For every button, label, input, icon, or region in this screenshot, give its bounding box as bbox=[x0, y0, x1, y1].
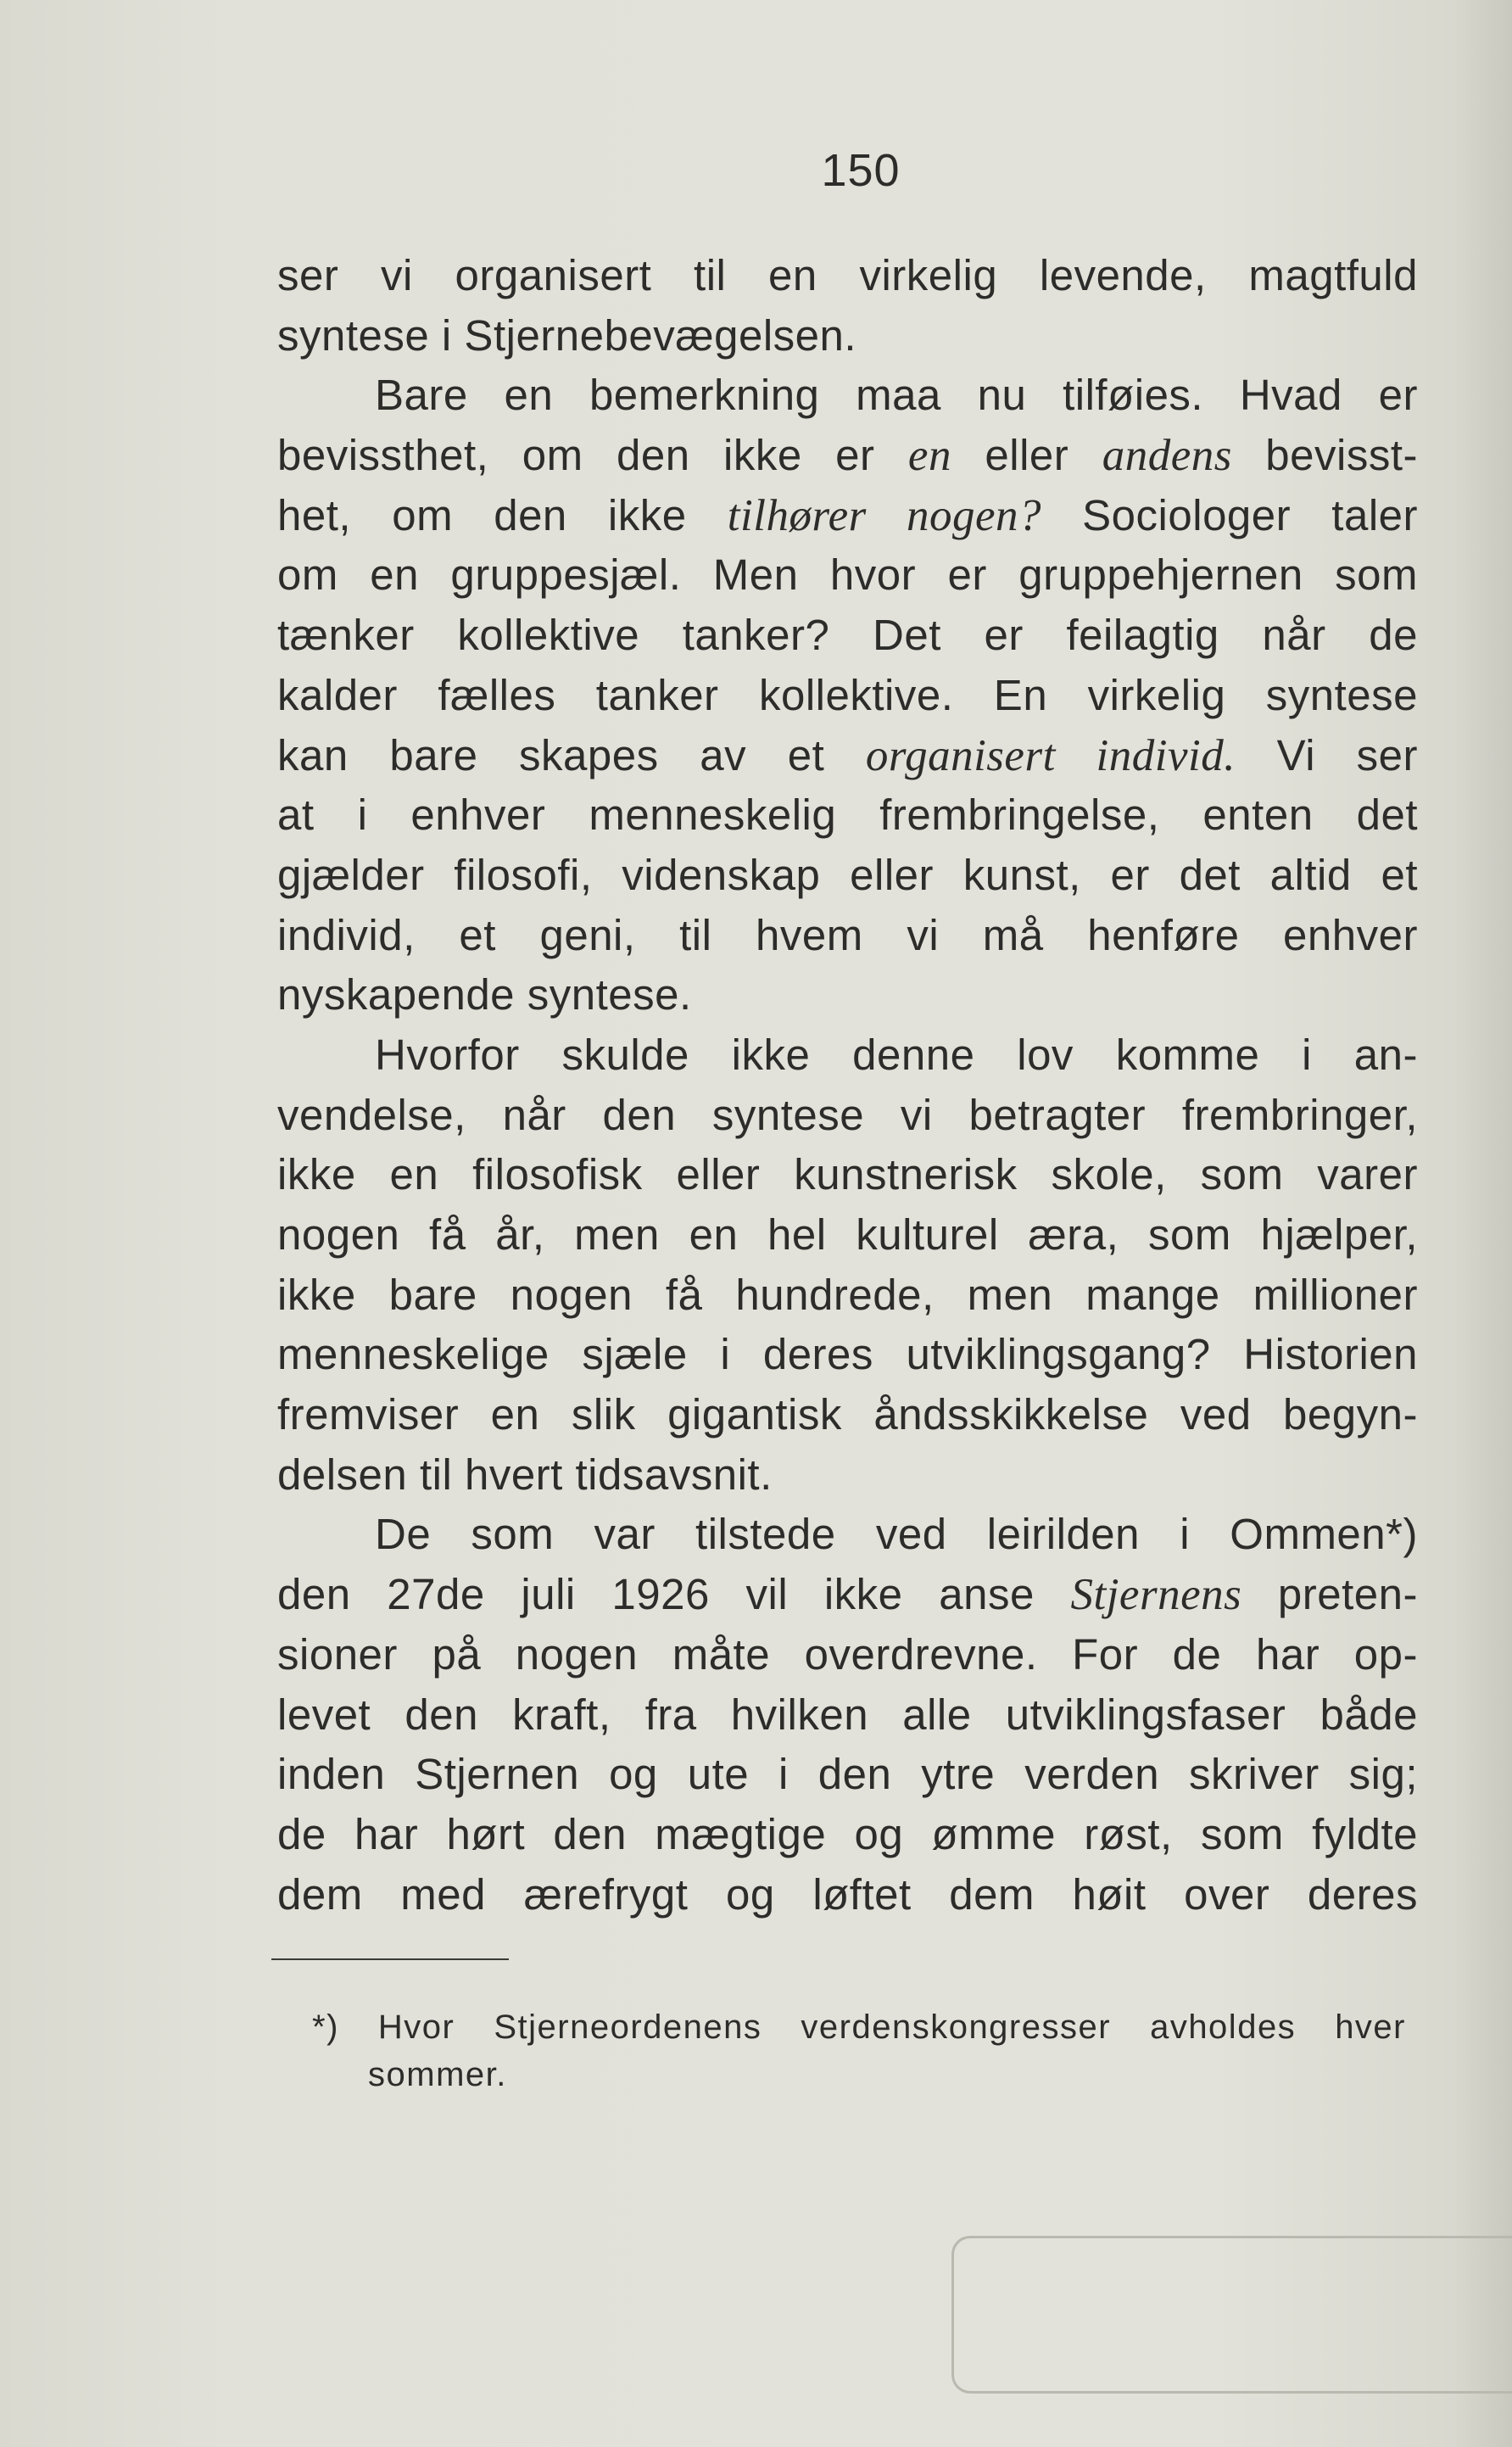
footnote bbox=[312, 2003, 1406, 2098]
text-segment: bevisst- bbox=[1231, 431, 1418, 480]
text-segment: kalder fælles tanker kollektive. En virkelig syntese bbox=[277, 670, 1418, 719]
text-segment: bevissthet, om den ikke er bbox=[277, 431, 908, 480]
footnote-rule bbox=[271, 1958, 509, 1960]
text-line bbox=[277, 1325, 1418, 1385]
body-text bbox=[277, 246, 1418, 1925]
text-line bbox=[277, 246, 1418, 306]
text-line bbox=[277, 846, 1418, 906]
text-segment: om en gruppesjæl. Men hvor er gruppehjernen som bbox=[277, 550, 1418, 600]
text-segment: Hvorfor skulde ikke denne lov komme i an- bbox=[375, 1030, 1418, 1079]
text-segment: den 27de juli 1926 vil ikke anse bbox=[277, 1570, 1071, 1619]
italic-text: organisert individ. bbox=[865, 730, 1236, 780]
text-line bbox=[277, 306, 1418, 366]
italic-text: andens bbox=[1102, 431, 1232, 481]
text-line bbox=[277, 1625, 1418, 1685]
text-segment: preten- bbox=[1241, 1570, 1418, 1619]
footnote-line: *) Hvor Stjerneordenens verdenskongresser avholdes hver bbox=[312, 2008, 1406, 2046]
text-segment: at i enhver menneskelig frembringelse, enten det bbox=[277, 791, 1418, 840]
text-segment: inden Stjernen og ute i den ytre verden skriver sig; bbox=[277, 1750, 1418, 1799]
text-line bbox=[277, 1565, 1418, 1625]
text-line bbox=[277, 1265, 1418, 1326]
text-segment: sioner på nogen måte overdrevne. For de har op- bbox=[277, 1629, 1418, 1679]
text-segment: gjælder filosofi, videnskap eller kunst, er det altid et bbox=[277, 850, 1418, 899]
text-segment: menneskelige sjæle i deres utviklingsgang? Historien bbox=[277, 1330, 1418, 1379]
text-line bbox=[277, 606, 1418, 666]
text-segment: individ, et geni, til hvem vi må henføre enhver bbox=[277, 910, 1418, 959]
text-line bbox=[277, 785, 1418, 846]
text-line bbox=[277, 1505, 1418, 1565]
text-line bbox=[277, 1685, 1418, 1746]
text-segment: Sociologer taler bbox=[1041, 490, 1418, 539]
text-segment: syntese i Stjernebevægelsen. bbox=[277, 310, 857, 360]
italic-text: en bbox=[907, 431, 951, 481]
text-line bbox=[277, 426, 1418, 486]
text-segment: kan bare skapes av et bbox=[277, 730, 866, 779]
text-segment: nyskapende syntese. bbox=[277, 970, 692, 1020]
italic-text: Stjernens bbox=[1070, 1570, 1242, 1620]
library-stamp-outline bbox=[951, 2236, 1512, 2394]
text-segment: fremviser en slik gigantisk åndsskikkelse ved begyn- bbox=[277, 1390, 1418, 1439]
text-line bbox=[277, 486, 1418, 546]
text-segment: levet den kraft, fra hvilken alle utviklingsfaser både bbox=[277, 1690, 1418, 1739]
text-line bbox=[277, 545, 1418, 606]
text-line bbox=[277, 1145, 1418, 1205]
text-line bbox=[277, 1445, 1418, 1506]
text-segment: het, om den ikke bbox=[277, 490, 728, 539]
text-segment: tænker kollektive tanker? Det er feilagtig når de bbox=[277, 611, 1418, 660]
text-segment: delsen til hvert tidsavsnit. bbox=[277, 1450, 773, 1499]
text-line bbox=[277, 1745, 1418, 1805]
italic-text: tilhører nogen? bbox=[727, 490, 1042, 540]
text-segment: De som var tilstede ved leirilden i Ommen*) bbox=[375, 1510, 1418, 1559]
text-segment: ikke en filosofisk eller kunstnerisk skole, som varer bbox=[277, 1150, 1418, 1199]
text-line bbox=[277, 1385, 1418, 1445]
text-segment: Bare en bemerkning maa nu tilføies. Hvad er bbox=[375, 371, 1418, 420]
text-segment: de har hørt den mægtige og ømme røst, som fyldte bbox=[277, 1809, 1418, 1858]
text-line bbox=[277, 1025, 1418, 1086]
text-line bbox=[277, 965, 1418, 1025]
text-line bbox=[277, 1205, 1418, 1265]
text-segment: ikke bare nogen få hundrede, men mange millioner bbox=[277, 1270, 1418, 1319]
text-segment: vendelse, når den syntese vi betragter frembringer, bbox=[277, 1090, 1418, 1139]
text-segment: ser vi organisert til en virkelig levende, magtfuld bbox=[277, 251, 1418, 299]
text-line bbox=[277, 726, 1418, 786]
text-line bbox=[277, 366, 1418, 426]
text-line bbox=[277, 666, 1418, 726]
footnote-line: sommer. bbox=[368, 2056, 507, 2093]
text-segment: dem med ærefrygt og løftet dem høit over deres bbox=[277, 1869, 1418, 1919]
text-line bbox=[277, 1805, 1418, 1865]
page-number: 150 bbox=[821, 145, 901, 196]
page-edge-shadow bbox=[1453, 0, 1512, 2447]
text-line bbox=[277, 906, 1418, 966]
text-segment: nogen få år, men en hel kulturel æra, som hjælper, bbox=[277, 1210, 1418, 1259]
text-segment: eller bbox=[951, 431, 1102, 480]
text-segment: Vi ser bbox=[1235, 730, 1418, 779]
text-line bbox=[277, 1086, 1418, 1146]
text-line bbox=[277, 1865, 1418, 1925]
